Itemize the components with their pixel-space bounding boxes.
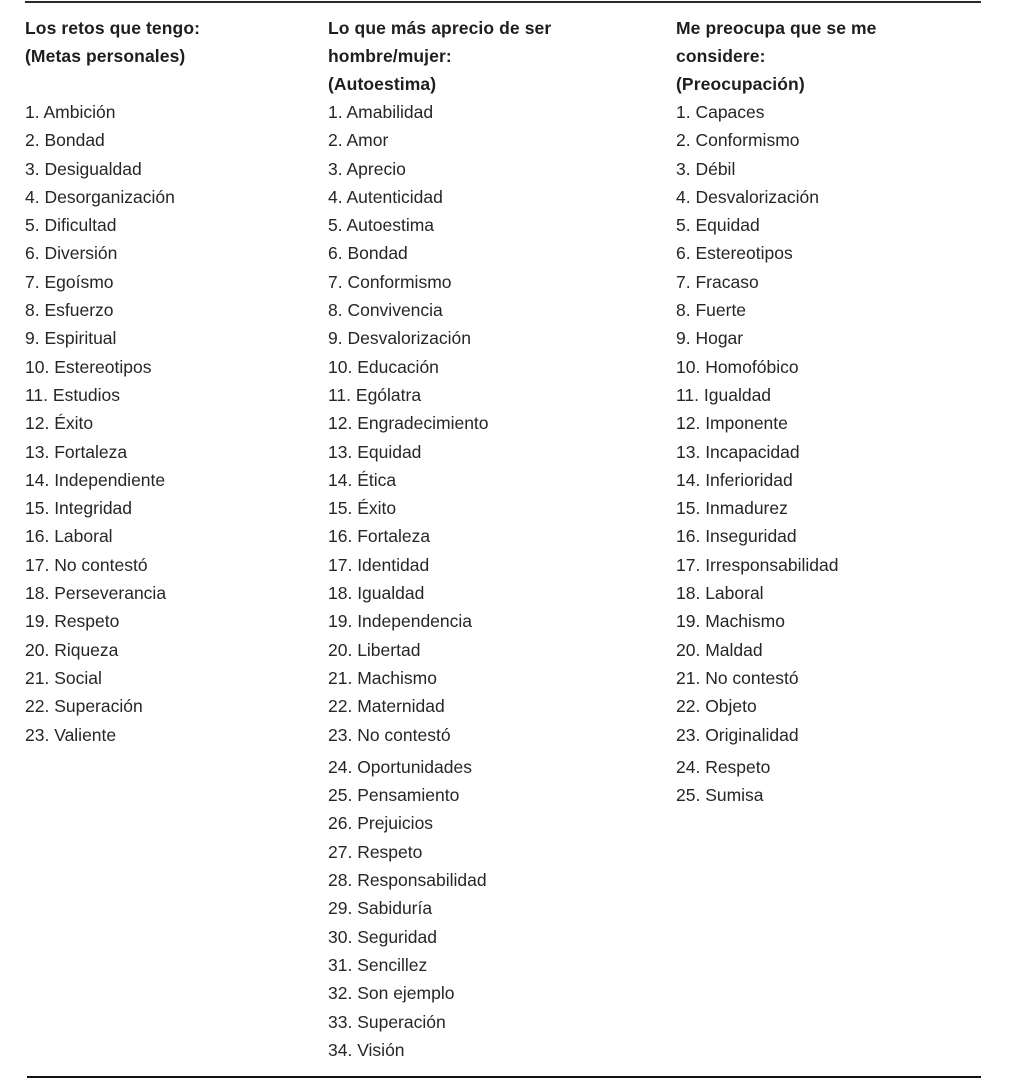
list-item: 23. Originalidad xyxy=(676,724,799,745)
list-item: 9. Desvalorización xyxy=(328,328,471,349)
list-item: 33. Superación xyxy=(328,1011,446,1032)
list-item: 26. Prejuicios xyxy=(328,813,434,834)
list-item: 25. Pensamiento xyxy=(328,785,460,806)
list-item: 13. Fortaleza xyxy=(25,441,128,462)
list-item: 6. Estereotipos xyxy=(676,243,793,264)
list-item: 28. Responsabilidad xyxy=(328,870,487,891)
list-item: 14. Inferioridad xyxy=(676,469,793,490)
header-line: (Preocupación) xyxy=(676,74,805,94)
list-item: 6. Bondad xyxy=(328,243,408,264)
list-item: 11. Igualdad xyxy=(676,384,772,405)
item-list xyxy=(25,98,315,749)
header-line: hombre/mujer: xyxy=(328,46,452,66)
list-item: 13. Incapacidad xyxy=(676,441,800,462)
list-item: 12. Imponente xyxy=(676,413,788,434)
list-item: 18. Igualdad xyxy=(328,583,425,604)
list-item: 22. Superación xyxy=(25,696,143,717)
list-item: 15. Inmadurez xyxy=(676,498,788,519)
item-list xyxy=(676,98,996,809)
list-item: 5. Equidad xyxy=(676,215,760,236)
list-item: 4. Desorganización xyxy=(25,186,175,207)
column-metas-personales xyxy=(25,14,315,749)
item-list xyxy=(328,98,668,1064)
list-item: 19. Respeto xyxy=(25,611,120,632)
list-item: 2. Amor xyxy=(328,130,389,151)
list-item: 18. Laboral xyxy=(676,583,764,604)
list-item: 9. Espiritual xyxy=(25,328,117,349)
list-item: 3. Débil xyxy=(676,158,736,179)
list-item: 7. Egoísmo xyxy=(25,271,114,292)
list-item: 27. Respeto xyxy=(328,841,423,862)
list-item: 17. No contestó xyxy=(25,554,148,575)
list-item: 19. Machismo xyxy=(676,611,785,632)
header-line: considere: xyxy=(676,46,766,66)
header-line: Lo que más aprecio de ser xyxy=(328,18,552,38)
list-item: 1. Ambición xyxy=(25,102,116,122)
list-item: 21. No contestó xyxy=(676,667,799,688)
list-item: 23. No contestó xyxy=(328,724,451,745)
column-header xyxy=(676,14,996,98)
list-item: 15. Éxito xyxy=(328,498,397,519)
list-item: 19. Independencia xyxy=(328,611,473,632)
list-item: 16. Laboral xyxy=(25,526,113,547)
list-item: 25. Sumisa xyxy=(676,785,764,806)
list-item: 6. Diversión xyxy=(25,243,118,264)
bottom-rule xyxy=(27,1076,981,1078)
list-item: 20. Riqueza xyxy=(25,639,119,660)
list-item: 3. Aprecio xyxy=(328,158,406,179)
top-rule xyxy=(25,1,981,3)
list-item: 8. Esfuerzo xyxy=(25,300,114,321)
list-item: 12. Éxito xyxy=(25,413,94,434)
list-item: 4. Autenticidad xyxy=(328,186,443,207)
header-line: (Metas personales) xyxy=(25,46,186,66)
list-item: 9. Hogar xyxy=(676,328,744,349)
list-item: 2. Conformismo xyxy=(676,130,800,151)
list-item: 11. Ególatra xyxy=(328,384,422,405)
list-item: 5. Dificultad xyxy=(25,215,117,236)
column-autoestima xyxy=(328,14,668,1064)
list-item: 31. Sencillez xyxy=(328,954,428,975)
list-item: 7. Conformismo xyxy=(328,271,452,292)
list-item: 34. Visión xyxy=(328,1039,405,1060)
column-preocupacion xyxy=(676,14,996,809)
list-item: 8. Convivencia xyxy=(328,300,443,321)
header-line: (Autoestima) xyxy=(328,74,437,94)
list-item: 8. Fuerte xyxy=(676,300,747,321)
list-item: 2. Bondad xyxy=(25,130,105,151)
list-item: 23. Valiente xyxy=(25,724,117,745)
list-item: 17. Identidad xyxy=(328,554,430,575)
header-line: Los retos que tengo: xyxy=(25,18,201,38)
list-item: 4. Desvalorización xyxy=(676,186,819,207)
list-item: 24. Respeto xyxy=(676,756,771,777)
header-line: Me preocupa que se me xyxy=(676,18,877,38)
list-item: 1. Amabilidad xyxy=(328,102,434,122)
list-item: 14. Ética xyxy=(328,469,397,490)
list-item: 11. Estudios xyxy=(25,384,121,405)
list-item: 29. Sabiduría xyxy=(328,898,433,919)
list-item: 13. Equidad xyxy=(328,441,422,462)
list-item: 10. Estereotipos xyxy=(25,356,152,377)
list-item: 21. Social xyxy=(25,667,102,688)
list-item: 16. Fortaleza xyxy=(328,526,431,547)
list-item: 10. Educación xyxy=(328,356,439,377)
list-item: 1. Capaces xyxy=(676,102,765,122)
list-item: 7. Fracaso xyxy=(676,271,759,292)
column-header xyxy=(328,14,668,98)
list-item: 5. Autoestima xyxy=(328,215,435,236)
list-item: 22. Maternidad xyxy=(328,696,445,717)
list-item: 21. Machismo xyxy=(328,667,437,688)
list-item: 30. Seguridad xyxy=(328,926,437,947)
list-item: 17. Irresponsabilidad xyxy=(676,554,839,575)
list-item: 14. Independiente xyxy=(25,469,166,490)
list-item: 32. Son ejemplo xyxy=(328,983,455,1004)
list-item: 16. Inseguridad xyxy=(676,526,797,547)
list-item: 24. Oportunidades xyxy=(328,756,472,777)
list-item: 20. Maldad xyxy=(676,639,763,660)
list-item: 12. Engradecimiento xyxy=(328,413,489,434)
list-item: 20. Libertad xyxy=(328,639,421,660)
list-item: 15. Integridad xyxy=(25,498,133,519)
list-item: 18. Perseverancia xyxy=(25,583,167,604)
column-header xyxy=(25,14,315,70)
list-item: 3. Desigualdad xyxy=(25,158,142,179)
list-item: 10. Homofóbico xyxy=(676,356,799,377)
list-item: 22. Objeto xyxy=(676,696,757,717)
